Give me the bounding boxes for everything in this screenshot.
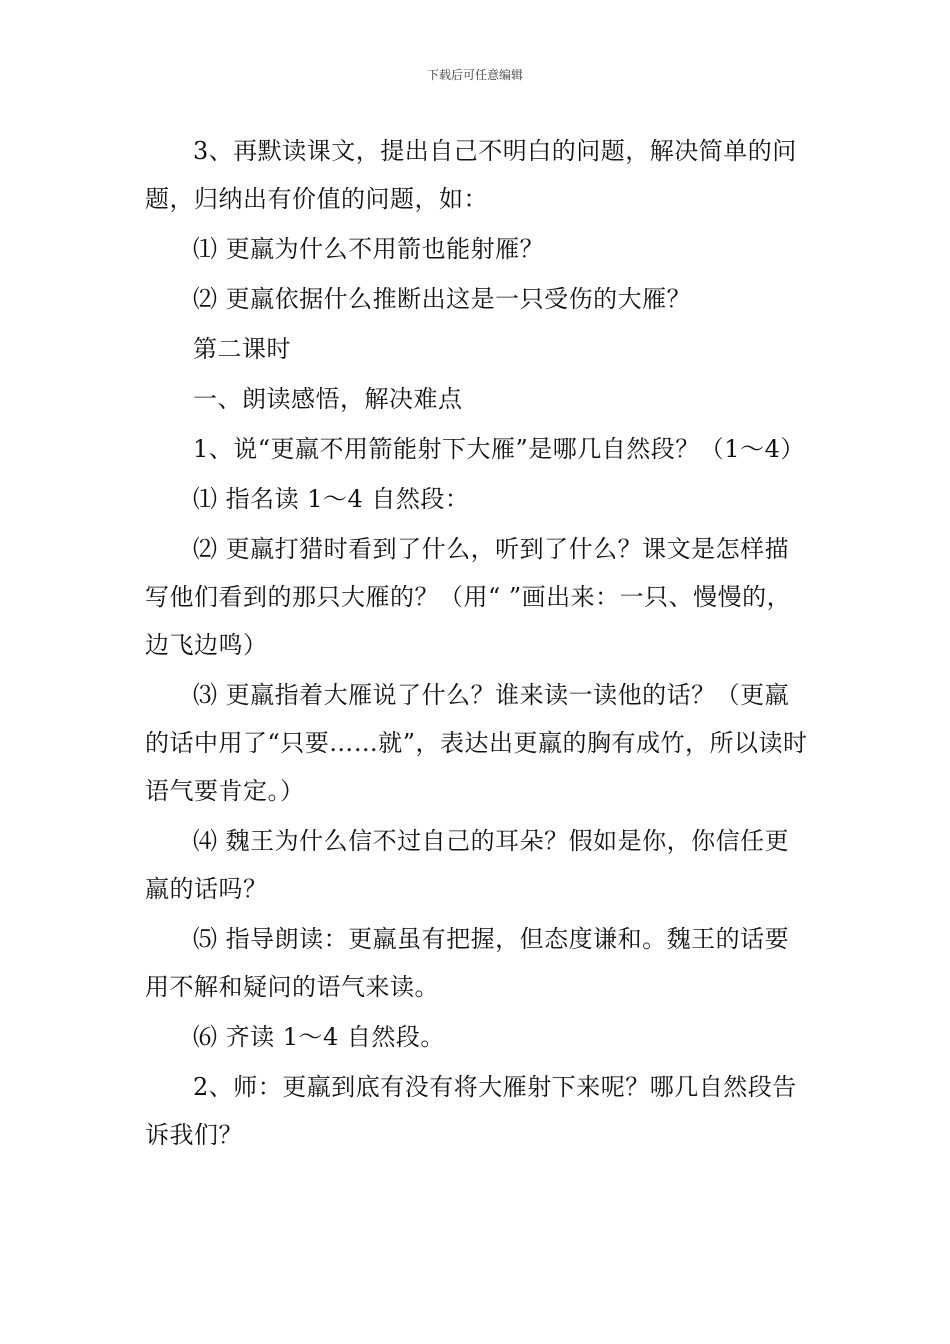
paragraph-step-2: 2、师：更羸到底有没有将大雁射下来呢？哪几自然段告诉我们？	[145, 1073, 797, 1149]
paragraph-question-3: 3、再默读课文，提出自己不明白的问题，解决简单的问题，归纳出有价值的问题，如：	[145, 137, 797, 213]
paragraph-substep-6: ⑹ 齐读 1～4 自然段。	[193, 1023, 445, 1051]
paragraph-substep-3: ⑶ 更羸指着大雁说了什么？谁来读一读他的话？（更羸的话中用了“只要……就”，表达出更羸的胸有成竹，所以读时语气要肯定。）	[145, 681, 808, 805]
paragraph-item-1: ⑴ 更羸为什么不用箭也能射雁？	[193, 235, 545, 263]
paragraph-substep-1: ⑴ 指名读 1～4 自然段：	[193, 485, 470, 513]
paragraph-substep-5: ⑸ 指导朗读：更羸虽有把握，但态度谦和。魏王的话要用不解和疑问的语气来读。	[145, 925, 790, 1001]
paragraph-step-1: 1、说“更羸不用箭能射下大雁”是哪几自然段？（1～4）	[193, 435, 805, 463]
paragraph-item-2: ⑵ 更羸依据什么推断出这是一只受伤的大雁？	[193, 285, 692, 313]
section-heading-part-1: 一、朗读感悟，解决难点	[193, 385, 463, 413]
page-header: 下载后可任意编辑	[426, 68, 523, 82]
document-body	[145, 127, 809, 1161]
section-heading-lesson-2: 第二课时	[193, 335, 291, 363]
paragraph-substep-2: ⑵ 更羸打猎时看到了什么，听到了什么？课文是怎样描写他们看到的那只大雁的？（用“ ”画出来：一只、慢慢的，边飞边鸣）	[145, 535, 792, 659]
paragraph-substep-4: ⑷ 魏王为什么信不过自己的耳朵？假如是你，你信任更羸的话吗？	[145, 827, 790, 903]
